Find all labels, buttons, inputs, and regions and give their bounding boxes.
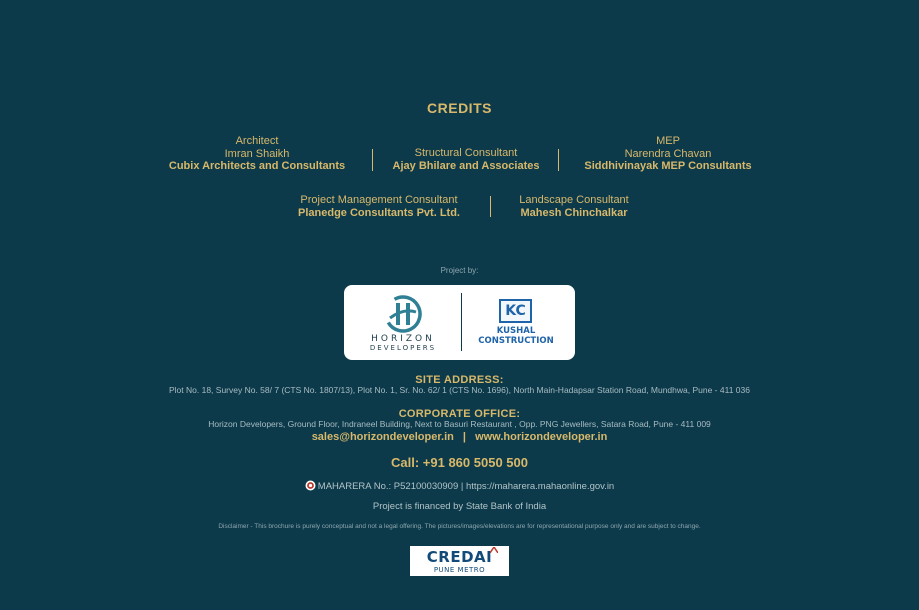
credit-firm: Cubix Architects and Consultants	[168, 160, 346, 172]
horizon-line1: HORIZON	[371, 334, 435, 344]
kushal-line1: KUSHAL	[496, 326, 536, 336]
credit-firm: Mahesh Chinchalkar	[520, 206, 628, 219]
logo-divider	[461, 293, 462, 351]
credit-role: Landscape Consultant	[519, 194, 629, 206]
credit-mep	[568, 135, 768, 173]
site-address-title: SITE ADDRESS:	[415, 374, 504, 386]
credai-sub: PUNE METRO	[433, 566, 486, 574]
website-link[interactable]: www.horizondeveloper.in	[475, 431, 608, 443]
maharera-line	[0, 480, 919, 492]
credit-role: Architect	[235, 135, 279, 147]
maharera-seal-icon	[305, 480, 316, 491]
contact-separator: |	[462, 431, 466, 443]
kushal-wordmark	[468, 326, 564, 346]
credit-firm: Siddhivinayak MEP Consultants	[584, 160, 752, 172]
horizon-wordmark	[352, 334, 454, 353]
contact-line	[0, 431, 919, 443]
credit-firm: Planedge Consultants Pvt. Ltd.	[298, 206, 460, 219]
email-link[interactable]: sales@horizondeveloper.in	[311, 431, 454, 443]
credit-firm: Ajay Bhilare and Associates	[392, 159, 540, 172]
divider	[490, 196, 491, 217]
kushal-line2: CONSTRUCTION	[478, 336, 554, 346]
corporate-office-text: Horizon Developers, Ground Floor, Indraneel Building, Next to Basuri Restaurant , Opp. PNG Jewellers, Satara Road, Pune - 411 009	[208, 419, 711, 429]
maharera-text: MAHARERA No.: P52100030909 | https://maharera.mahaonline.gov.in	[317, 481, 615, 492]
credit-name: Imran Shaikh	[224, 147, 290, 160]
credai-logo	[410, 546, 509, 576]
credit-architect	[157, 135, 357, 173]
divider	[372, 149, 373, 171]
credit-role: MEP	[656, 135, 680, 147]
credits-title: CREDITS	[427, 100, 492, 116]
kc-mark-text: KC	[505, 303, 526, 319]
credit-role: Structural Consultant	[414, 147, 518, 159]
financed-text: Project is financed by State Bank of India	[372, 501, 547, 512]
credit-pmc	[279, 194, 479, 219]
horizon-logo-icon	[382, 294, 424, 334]
credit-role: Project Management Consultant	[300, 194, 458, 206]
site-address-text: Plot No. 18, Survey No. 58/ 7 (CTS No. 1807/13), Plot No. 1, Sr. No. 62/ 1 (CTS No. 1696), North Main-Hadapsar Station Road, Mundhwa, Pune - 411 036	[169, 385, 750, 395]
disclaimer-text: Disclaimer - This brochure is purely conceptual and not a legal offering. The pictures/images/elevations are for representational purpose only and are subject to change.	[218, 523, 701, 530]
corporate-office-title: CORPORATE OFFICE:	[398, 408, 521, 420]
horizon-line2: DEVELOPERS	[369, 344, 437, 352]
divider	[558, 149, 559, 171]
credai-wordmark: CREDAI	[426, 548, 493, 566]
credit-landscape	[494, 194, 654, 219]
developer-logos	[344, 285, 575, 360]
kc-mark-icon	[499, 299, 532, 323]
project-by-label: Project by:	[440, 266, 479, 275]
call-number[interactable]: Call: +91 860 5050 500	[391, 455, 528, 470]
credit-structural	[376, 147, 556, 172]
credit-name: Narendra Chavan	[624, 147, 712, 160]
credai-roof-icon	[490, 547, 498, 553]
